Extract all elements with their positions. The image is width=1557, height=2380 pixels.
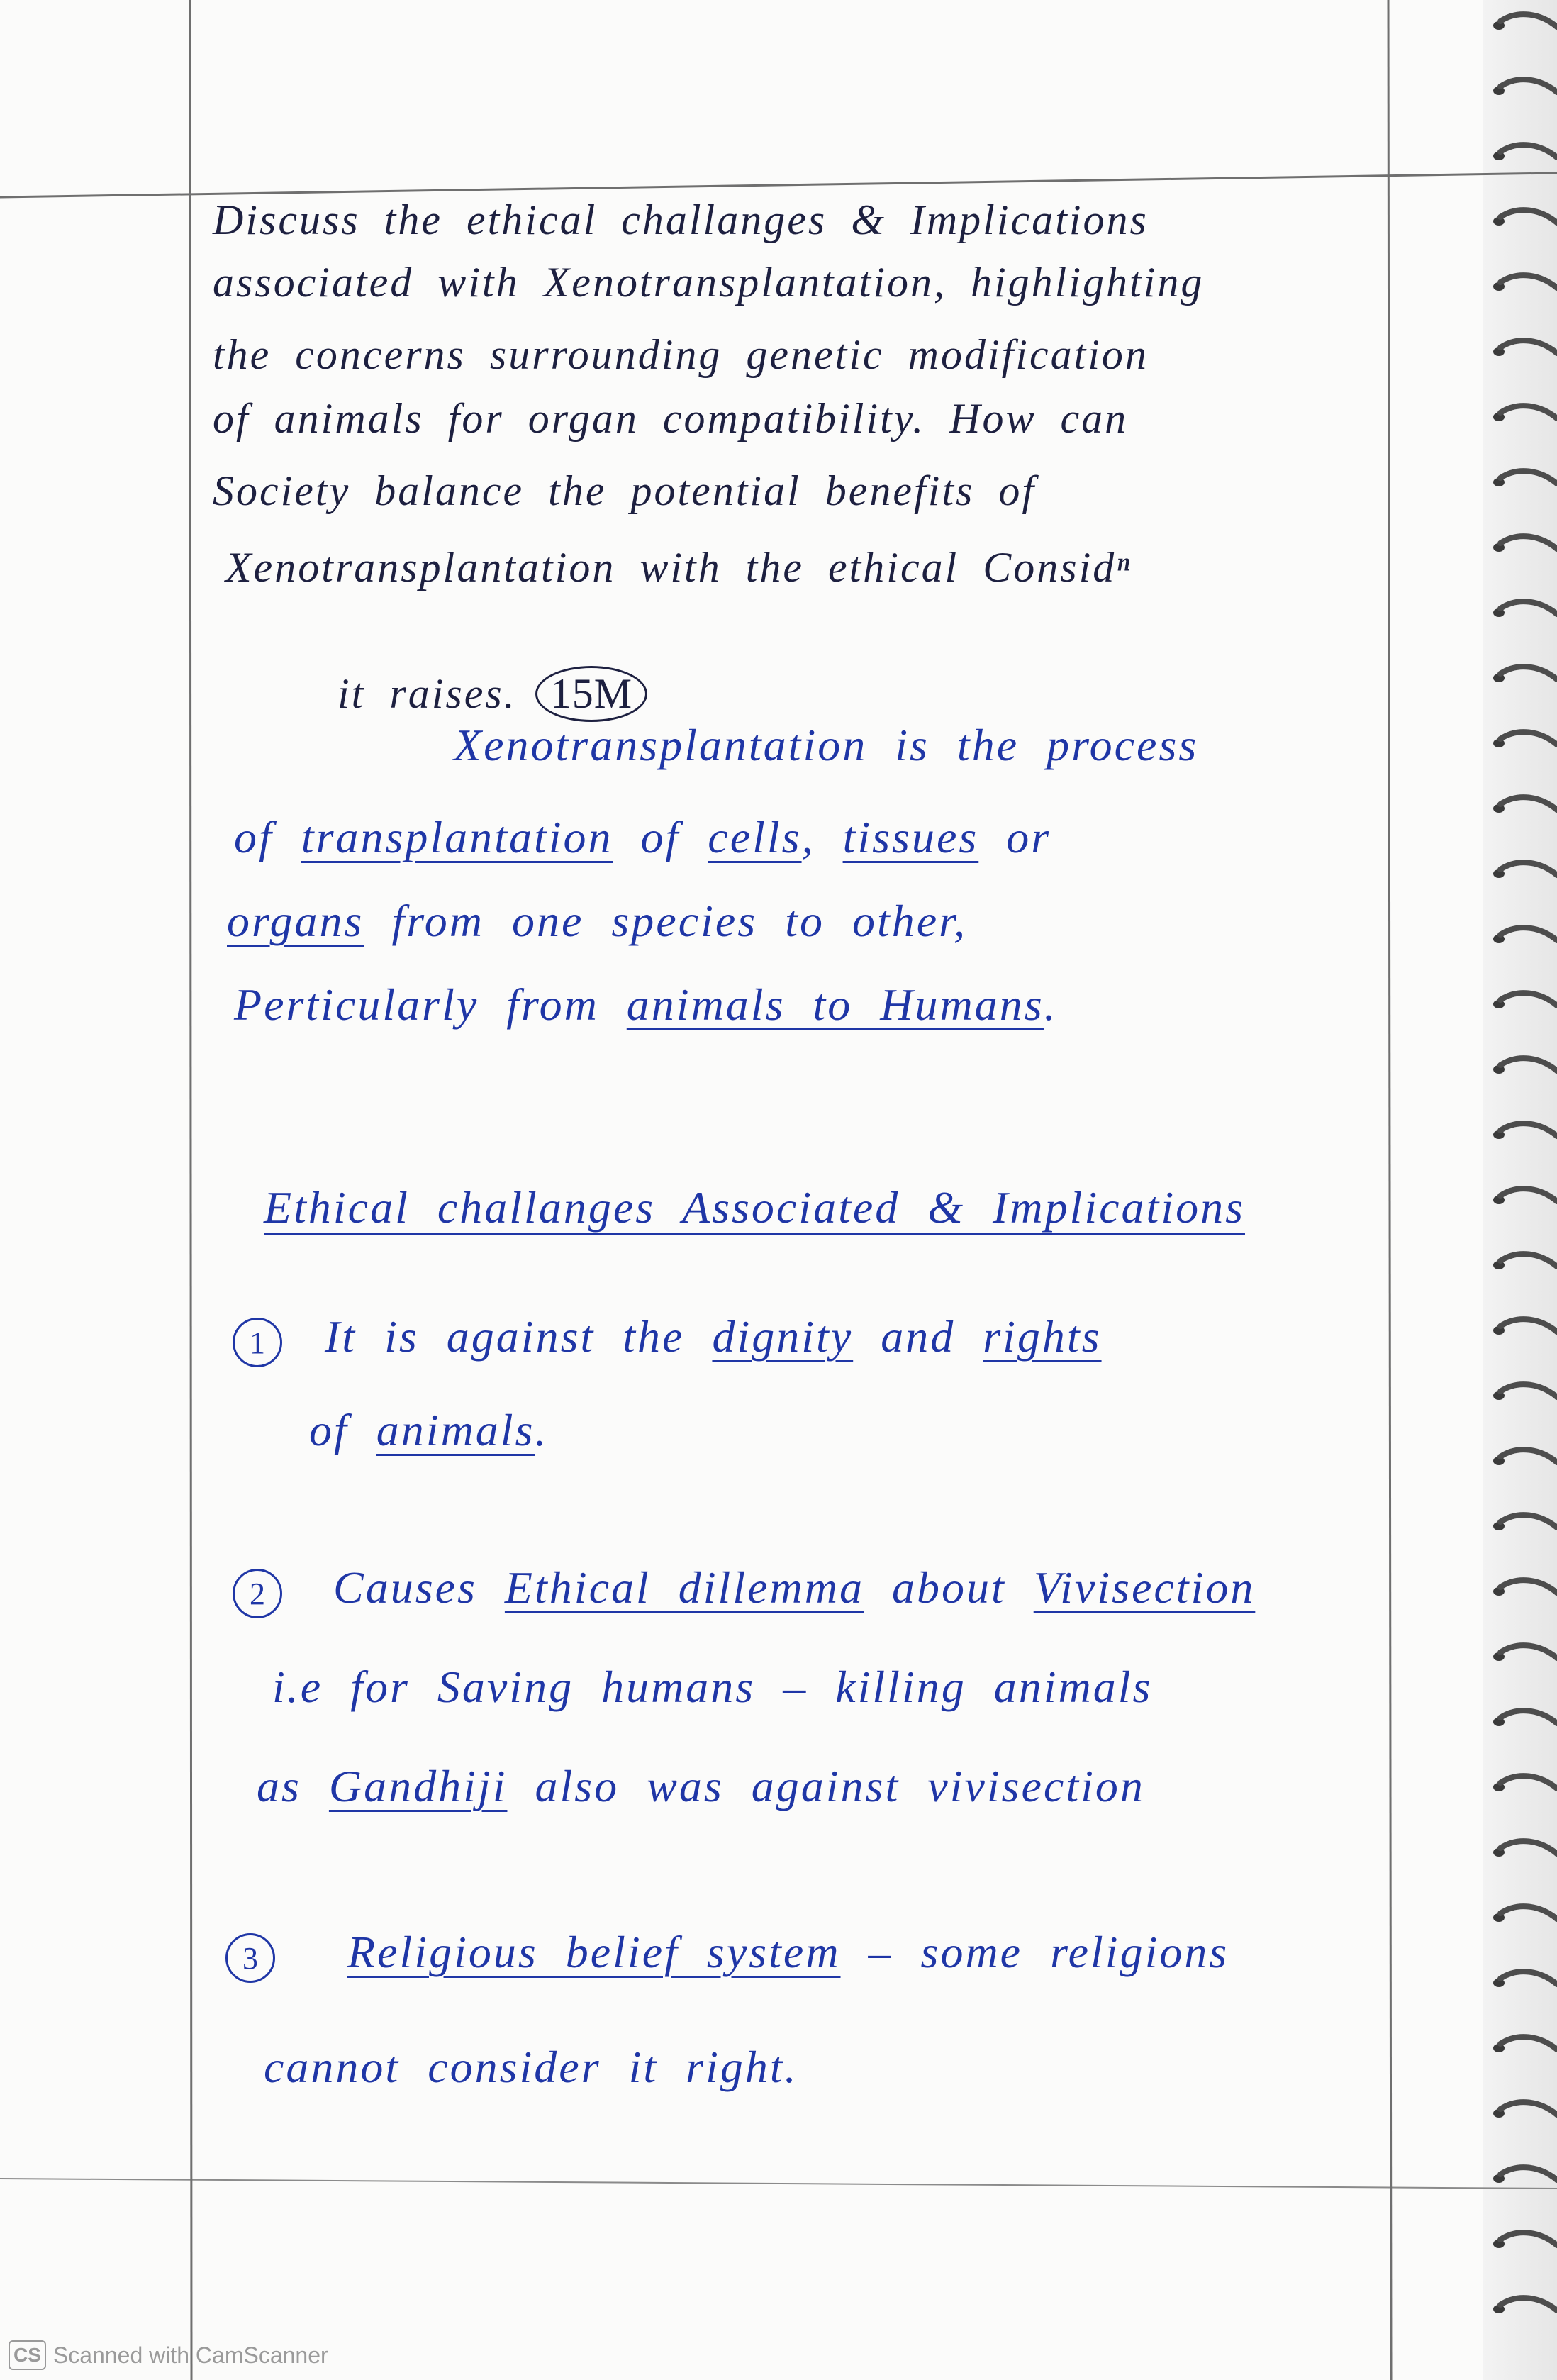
spiral-coil [1500, 667, 1557, 679]
spiral-coil [1500, 1906, 1557, 1919]
text-segment: , [801, 812, 843, 862]
scanner-watermark [9, 2340, 328, 2370]
spiral-coil [1500, 471, 1557, 484]
spiral-coil [1500, 1776, 1557, 1789]
spiral-coil [1500, 1319, 1557, 1332]
point-line [309, 1404, 548, 1457]
text-segment: . [1044, 979, 1058, 1030]
text-segment: from one species to other, [364, 896, 967, 946]
point-line [333, 1562, 1255, 1614]
spiral-coil [1500, 536, 1557, 549]
point-line [325, 1311, 1102, 1363]
watermark-text: Scanned with CamScanner [52, 2342, 328, 2368]
definition-line [227, 895, 967, 947]
point-line [264, 2041, 798, 2093]
text-segment: cannot consider it right. [264, 2042, 798, 2092]
spiral-coil [1500, 601, 1557, 614]
text-segment: also was against vivisection [507, 1761, 1145, 1811]
question-line: Discuss the ethical challanges & Implications [213, 196, 1149, 243]
spiral-coil [1500, 732, 1557, 745]
text-segment: Xenotransplantation is the process [454, 720, 1199, 770]
spiral-coil [1500, 79, 1557, 92]
underlined-term: animals to Humans [626, 979, 1044, 1030]
text-segment: or [978, 812, 1051, 862]
spiral-coil [1500, 1972, 1557, 1984]
text-segment: Causes [333, 1562, 505, 1613]
question-line: Xenotransplantation with the ethical Considⁿ [225, 544, 1132, 591]
right-margin-line [1388, 0, 1391, 2380]
underlined-term: organs [227, 896, 364, 946]
underlined-term: dignity [712, 1311, 854, 1362]
point-line [272, 1661, 1152, 1713]
point-number-1: 1 [233, 1318, 282, 1367]
point-number-2: 2 [233, 1569, 282, 1618]
spiral-coil [1500, 797, 1557, 810]
text-segment: Perticularly from [234, 979, 627, 1030]
spiral-coil [1500, 1189, 1557, 1201]
left-margin-line [190, 0, 191, 2380]
question-line: the concerns surrounding genetic modification [213, 331, 1149, 378]
spiral-coil [1500, 993, 1557, 1006]
underlined-term: Vivisection [1033, 1562, 1256, 1613]
spiral-coil [1500, 406, 1557, 418]
section-heading: Ethical challanges Associated & Implications [264, 1182, 1245, 1233]
underlined-term: tissues [842, 812, 979, 862]
spiral-coil [1500, 2037, 1557, 2050]
text-segment: It is against the [325, 1311, 713, 1362]
spiral-coil [1500, 1515, 1557, 1528]
bottom-rule [0, 2179, 1557, 2189]
spiral-coil [1500, 1645, 1557, 1658]
question-line: associated with Xenotransplantation, highlighting [213, 259, 1205, 306]
text-segment: i.e for Saving humans – killing animals [272, 1662, 1153, 1712]
text-segment: about [864, 1562, 1034, 1613]
definition-line [234, 811, 1051, 864]
spiral-coil [1500, 1711, 1557, 1723]
point-line [347, 1926, 1229, 1979]
text-segment: of [309, 1405, 376, 1455]
underlined-term: animals [376, 1405, 535, 1455]
text-segment: of [613, 812, 708, 862]
spiral-coil [1500, 145, 1557, 157]
spiral-coil [1500, 2232, 1557, 2245]
point-line [257, 1760, 1145, 1813]
text-segment: as [257, 1761, 329, 1811]
underlined-term: rights [983, 1311, 1102, 1362]
spiral-coil [1500, 2167, 1557, 2180]
question-line: of animals for organ compatibility. How can [213, 395, 1129, 442]
definition-line [454, 719, 1198, 772]
spiral-coil [1500, 14, 1557, 27]
spiral-coil [1500, 1058, 1557, 1071]
spiral-coil [1500, 1580, 1557, 1593]
camscanner-logo: CS [9, 2340, 46, 2370]
question-line: Society balance the potential benefits of [213, 467, 1037, 514]
spiral-coil [1500, 210, 1557, 223]
underlined-term: Ethical dillemma [504, 1562, 864, 1613]
spiral-coil [1500, 928, 1557, 940]
spiral-coil [1500, 862, 1557, 875]
spiral-coil [1500, 2298, 1557, 2311]
text-segment: – some religions [840, 1927, 1229, 1977]
underlined-term: transplantation [301, 812, 613, 862]
marks-badge: 15M [535, 666, 647, 722]
top-rule [0, 173, 1557, 197]
definition-line [234, 979, 1058, 1031]
underlined-term: cells [708, 812, 802, 862]
spiral-coil [1500, 1254, 1557, 1267]
spiral-coil [1500, 275, 1557, 288]
point-number-3: 3 [225, 1933, 275, 1983]
underlined-term: Gandhiji [328, 1761, 508, 1811]
spiral-binding [1493, 14, 1557, 2313]
spiral-coil [1500, 340, 1557, 353]
spiral-coil [1500, 1384, 1557, 1397]
underlined-term: Religious belief system [347, 1927, 841, 1977]
text-segment: . [535, 1405, 549, 1455]
spiral-coil [1500, 2102, 1557, 2115]
text-segment: and [853, 1311, 983, 1362]
spiral-coil [1500, 1123, 1557, 1136]
question-line-text: it raises. [337, 670, 517, 717]
text-segment: of [234, 812, 301, 862]
spiral-coil [1500, 1841, 1557, 1854]
spiral-coil [1500, 1450, 1557, 1462]
